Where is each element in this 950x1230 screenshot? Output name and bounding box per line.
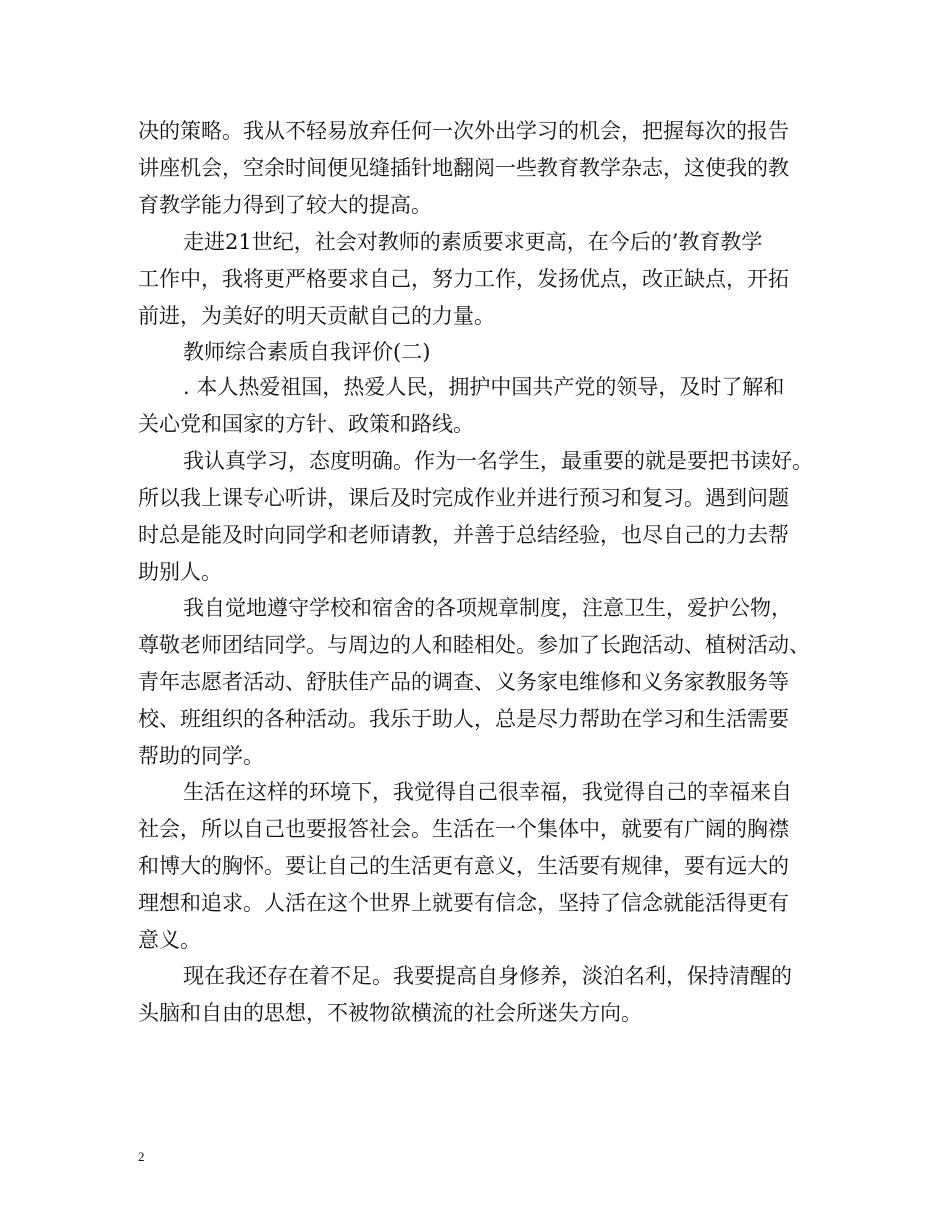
text-line: 社会，所以自己也要报答社会。生活在一个集体中，就要有广阔的胸襟 [138, 817, 789, 841]
page-number: 2 [138, 1149, 145, 1164]
text-line: 我认真学习，态度明确。作为一名学生，最重要的就是要把书读好。 [183, 449, 813, 473]
text-line: 校、班组织的各种活动。我乐于助人，总是尽力帮助在学习和生活需要 [138, 707, 789, 731]
text-line: . 本人热爱祖国，热爱人民，拥护中国共产党的领导，及时了解和 [183, 375, 785, 399]
text-line: 关心党和国家的方针、政策和路线。 [138, 412, 474, 436]
text-line: 讲座机会，空余时间便见缝插针地翻阅一些教育教学杂志，这使我的教 [138, 156, 789, 180]
text-line: 决的策略。我从不轻易放弃任何一次外出学习的机会，把握每次的报告 [138, 119, 789, 143]
text-line: 理想和追求。人活在这个世界上就要有信念，坚持了信念就能活得更有 [138, 891, 789, 915]
text-line: 和博大的胸怀。要让自己的生活更有意义，生活要有规律，要有远大的 [138, 854, 789, 878]
text-line: 帮助的同学。 [138, 744, 264, 768]
text-line: 工作中，我将更严格要求自己，努力工作，发扬优点，改正缺点，开拓 [138, 267, 789, 291]
text-line: 生活在这样的环境下，我觉得自己很幸福，我觉得自己的幸福来自 [183, 780, 792, 804]
text-line: 前进，为美好的明天贡献自己的力量。 [138, 304, 495, 328]
text-line: 助别人。 [138, 560, 222, 584]
text-line: 青年志愿者活动、舒肤佳产品的调查、义务家电维修和义务家教服务等 [138, 670, 789, 694]
text-line: 尊敬老师团结同学。与周边的人和睦相处。参加了长跑活动、植树活动、 [138, 633, 810, 657]
text-line: 时总是能及时向同学和老师请教，并善于总结经验，也尽自己的力去帮 [138, 523, 789, 547]
text-line: 头脑和自由的思想，不被物欲横流的社会所迷失方向。 [138, 1001, 642, 1025]
section-heading: 教师综合素质自我评价(二) [183, 340, 431, 364]
text-line: 走进21世纪，社会对教师的素质要求更高，在今后的’教育教学 [183, 230, 763, 254]
text-line: 所以我上课专心听讲，课后及时完成作业并进行预习和复习。遇到问题 [138, 486, 789, 510]
text-line: 我自觉地遵守学校和宿舍的各项规章制度，注意卫生，爱护公物， [183, 596, 792, 620]
text-line: 意义。 [138, 928, 201, 952]
text-line: 现在我还存在着不足。我要提高自身修养，淡泊名利，保持清醒的 [183, 964, 792, 988]
text-line: 育教学能力得到了较大的提高。 [138, 193, 432, 217]
